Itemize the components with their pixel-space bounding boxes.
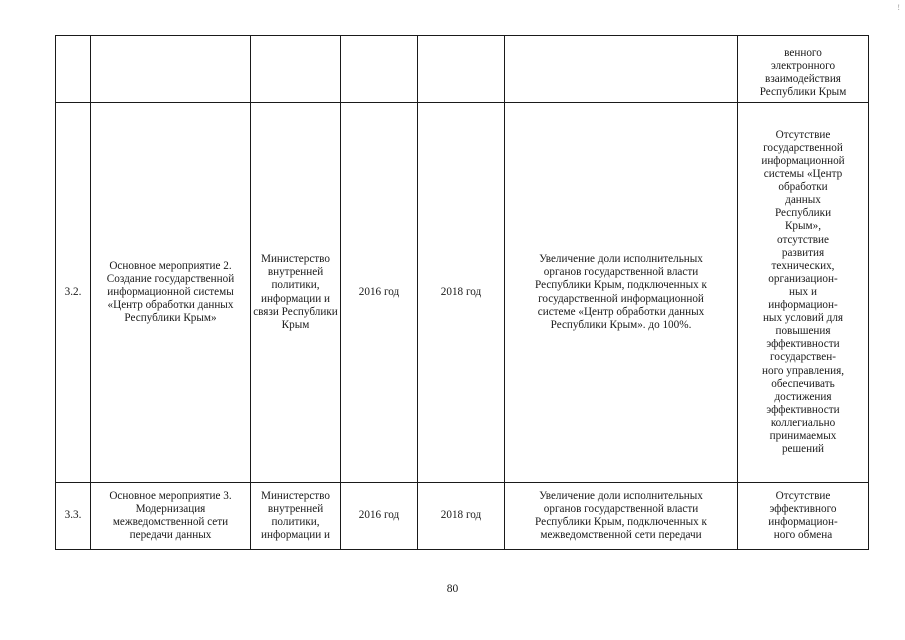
executor-cell: Министерство внутренней политики, информации и <box>251 483 341 550</box>
result-cell <box>505 36 738 103</box>
row-number-cell: 3.2. <box>56 103 91 483</box>
row-number-cell <box>56 36 91 103</box>
end-year-cell <box>418 36 505 103</box>
result-cell: Увеличение доли исполнительных органов государственной власти Республики Крым, подключенных к межведомственной сети передачи <box>505 483 738 550</box>
start-year-cell: 2016 год <box>341 483 418 550</box>
row-number-cell: 3.3. <box>56 483 91 550</box>
result-cell: Увеличение доли исполнительных органов государственной власти Республики Крым, подключенных к государственной информационной системе «Центр обработки данных Республики Крым». до 100%. <box>505 103 738 483</box>
start-year-cell: 2016 год <box>341 103 418 483</box>
page-number: 80 <box>446 583 459 595</box>
activity-cell <box>91 36 251 103</box>
edge-mark: ! <box>897 3 900 12</box>
end-year-cell: 2018 год <box>418 483 505 550</box>
consequence-cell: Отсутствие государственной информационной системы «Центр обработки данных Республики Крым», отсутствие развития технических, организацион- ных и информацион- ных условий для повышения эффективности государствен- ного управления, обеспечивать достижения эффективности коллегиально принимаемых решений <box>738 103 869 483</box>
start-year-cell <box>341 36 418 103</box>
end-year-cell: 2018 год <box>418 103 505 483</box>
table-row <box>56 36 869 103</box>
executor-cell: Министерство внутренней политики, информации и связи Республики Крым <box>251 103 341 483</box>
table-row <box>56 103 869 483</box>
activities-table <box>55 35 869 550</box>
activity-cell: Основное мероприятие 2. Создание государственной информационной системы «Центр обработки данных Республики Крым» <box>91 103 251 483</box>
activity-cell: Основное мероприятие 3. Модернизация межведомственной сети передачи данных <box>91 483 251 550</box>
executor-cell <box>251 36 341 103</box>
consequence-cell: Отсутствие эффективного информацион- ного обмена <box>738 483 869 550</box>
table-row <box>56 483 869 550</box>
consequence-cell: венного электронного взаимодействия Республики Крым <box>738 36 869 103</box>
